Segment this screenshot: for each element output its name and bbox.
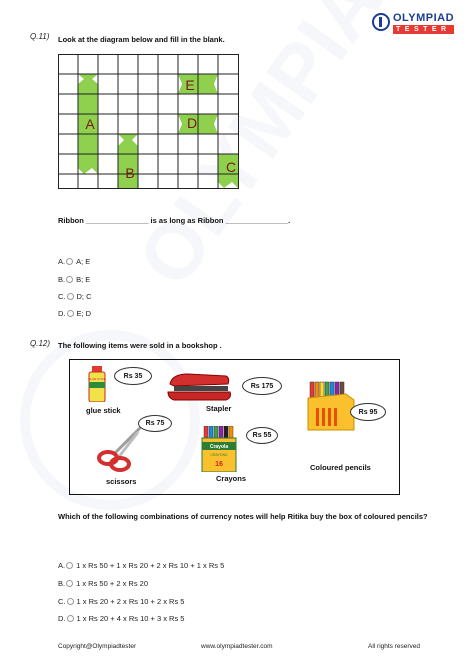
ribbon-label-d: D: [186, 115, 198, 131]
coloured-pencils-caption: Coloured pencils: [310, 463, 371, 472]
q11-option-a[interactable]: [58, 257, 90, 266]
brand-name: OLYMPIAD: [393, 12, 455, 24]
ribbon-label-b: B: [125, 165, 135, 181]
q12-option-a[interactable]: [58, 561, 224, 570]
option-label: D.: [58, 309, 66, 318]
glue-stick-icon: [86, 366, 108, 402]
option-text: 1 x Rs 50 + 2 x Rs 20: [76, 579, 149, 588]
option-label: C.: [58, 292, 66, 301]
crayons-icon: [200, 426, 240, 472]
q11-option-c[interactable]: [58, 292, 92, 301]
stapler-icon: [166, 370, 232, 402]
option-text: 1 x Rs 20 + 2 x Rs 10 + 2 x Rs 5: [76, 597, 185, 606]
crayons-box-type: CRAYONS: [210, 453, 228, 457]
stapler-price-bubble: Rs 175: [242, 377, 282, 395]
question-11-prompt: Look at the diagram below and fill in the blank.: [58, 35, 225, 44]
q11-option-b[interactable]: [58, 275, 90, 284]
ribbon-grid-diagram: [58, 54, 258, 190]
option-text: A; E: [76, 257, 91, 266]
footer-copyright: Copyright@Olympiadtester: [58, 643, 137, 650]
footer-website-link[interactable]: www.olympiadtester.com: [201, 643, 273, 650]
crayons-box-count: 16: [215, 461, 223, 468]
option-label: B.: [58, 275, 66, 284]
q11-option-d[interactable]: [58, 309, 91, 318]
footer-rights: All rights reserved: [368, 643, 421, 650]
crayons-caption: Crayons: [216, 474, 247, 483]
ribbon-label-a: A: [85, 116, 95, 132]
option-label: D.: [58, 614, 66, 623]
q12-option-c[interactable]: [58, 597, 184, 606]
glue-stick-caption: glue stick: [86, 406, 121, 415]
scissors-price-bubble: Rs 75: [138, 415, 172, 432]
option-label: A.: [58, 257, 66, 266]
question-11-number: Q.11): [30, 32, 50, 41]
question-12-text: Which of the following combinations of currency notes will help Ritika buy the box of coloured pencils?: [58, 512, 428, 521]
crayons-box-brand: Crayola: [209, 444, 229, 450]
coloured-pencils-price-bubble: Rs 95: [350, 403, 386, 421]
option-text: B; E: [76, 275, 91, 284]
ribbon-label-e: E: [185, 77, 195, 93]
scissors-caption: scissors: [106, 477, 137, 486]
option-label: B.: [58, 579, 66, 588]
q12-option-d[interactable]: [58, 614, 184, 623]
scissors-icon: [96, 422, 148, 472]
question-12-number: Q.12): [30, 339, 51, 348]
ribbon-label-c: C: [225, 159, 237, 175]
radio-icon[interactable]: [66, 276, 73, 283]
glue-stick-price-bubble: Rs 35: [114, 367, 152, 385]
brand-subname: TESTER: [393, 25, 454, 34]
bookshop-items-panel: [69, 359, 400, 495]
radio-icon[interactable]: [66, 258, 73, 265]
question-12-prompt: The following items were sold in a bookshop .: [58, 341, 222, 350]
question-11-sentence: Ribbon _______________ is as long as Ribbon _______________.: [58, 216, 291, 225]
radio-icon[interactable]: [66, 562, 73, 569]
glue-stick-packaging-label: GLUE STICK: [88, 377, 106, 381]
stapler-caption: Stapler: [206, 404, 232, 413]
crayons-price-bubble: Rs 55: [246, 427, 278, 444]
option-text: D; C: [76, 292, 92, 301]
option-label: A.: [58, 561, 66, 570]
q12-option-b[interactable]: [58, 579, 148, 588]
radio-icon[interactable]: [66, 580, 73, 587]
option-text: E; D: [76, 309, 92, 318]
radio-icon[interactable]: [67, 615, 74, 622]
option-text: 1 x Rs 20 + 4 x Rs 10 + 3 x Rs 5: [76, 614, 185, 623]
option-label: C.: [58, 597, 66, 606]
coloured-pencils-icon: [306, 380, 356, 432]
radio-icon[interactable]: [67, 598, 74, 605]
brand-logo-icon: [372, 13, 390, 31]
option-text: 1 x Rs 50 + 1 x Rs 20 + 2 x Rs 10 + 1 x Rs 5: [76, 561, 225, 570]
radio-icon[interactable]: [67, 293, 74, 300]
radio-icon[interactable]: [67, 310, 74, 317]
